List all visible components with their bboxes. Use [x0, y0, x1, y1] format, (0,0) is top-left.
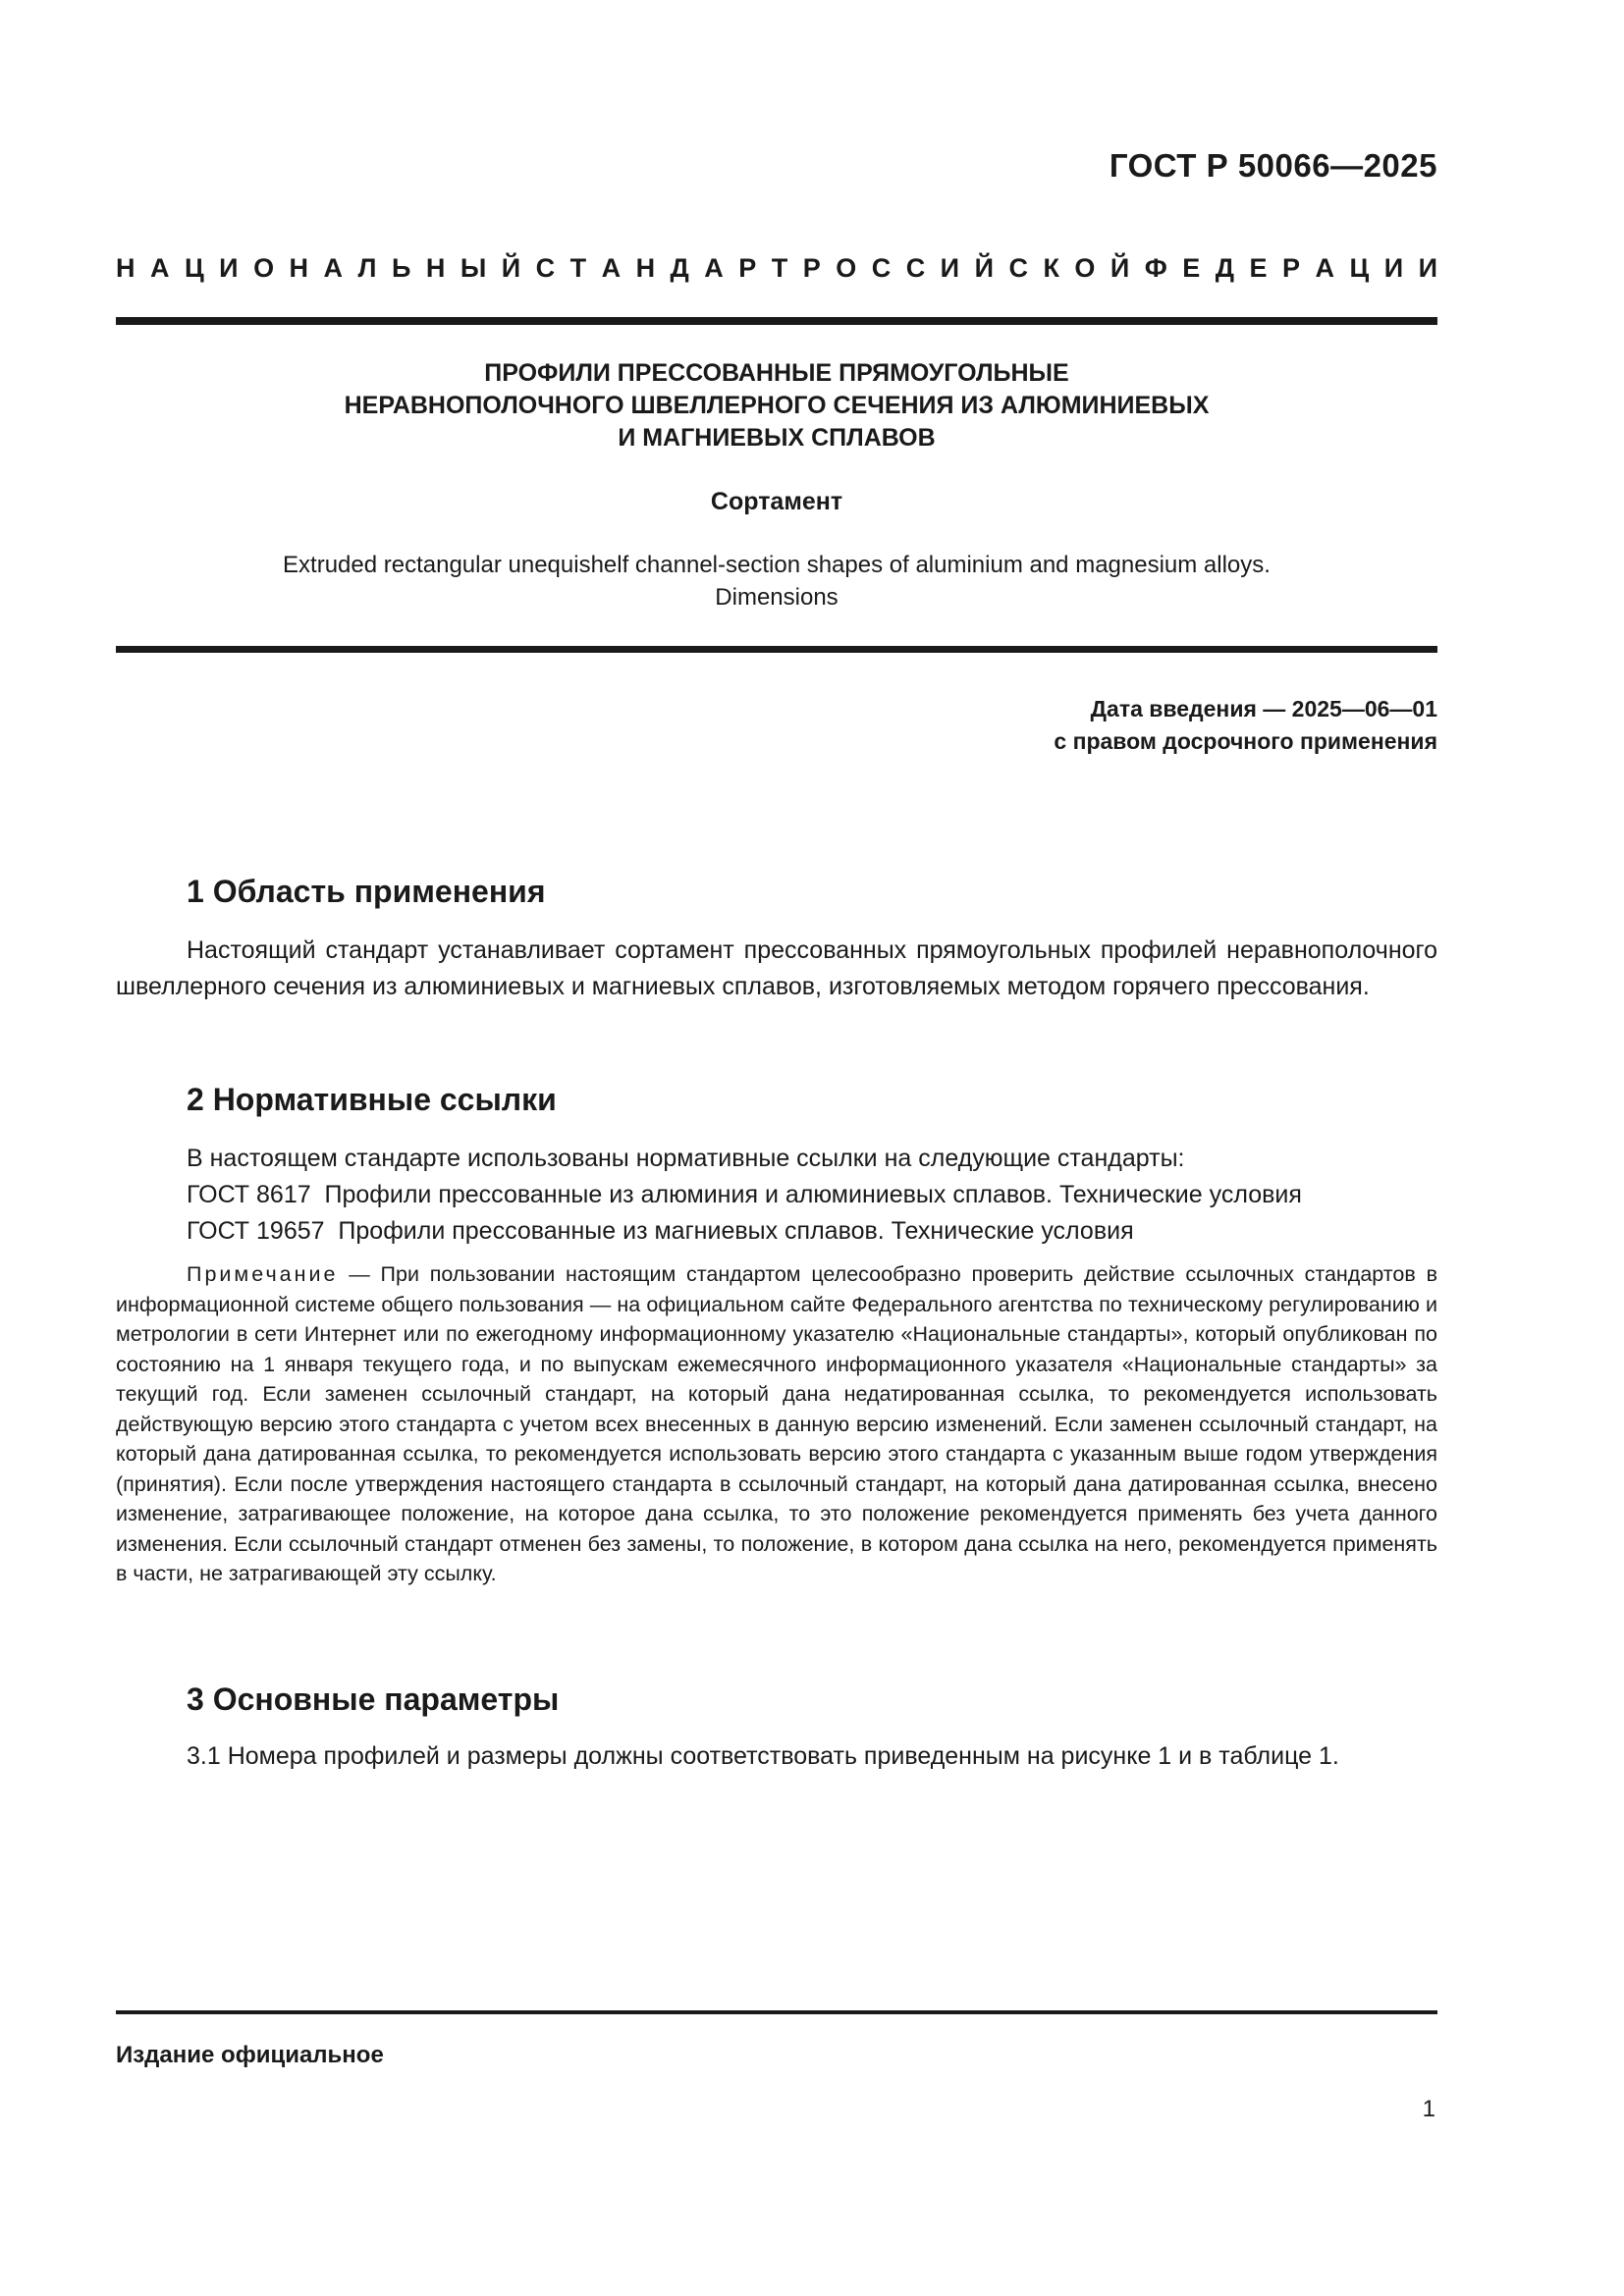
refs-intro: В настоящем стандарте использованы нормативные ссылки на следующие стандарты:	[187, 1145, 1185, 1172]
english-title-line: Extruded rectangular unequishelf channel-section shapes of aluminium and magnesium alloys.	[283, 552, 1271, 578]
early-application-line: с правом досрочного применения	[1054, 728, 1437, 754]
note-label: Примечание	[187, 1262, 339, 1286]
middle-rule	[116, 646, 1437, 653]
doc-number: ГОСТ Р 50066—2025	[1109, 147, 1437, 184]
bottom-rule	[116, 2010, 1437, 2014]
page-number: 1	[1422, 2096, 1435, 2122]
scope-paragraph	[116, 933, 1437, 1005]
title-line: НЕРАВНОПОЛОЧНОГО ШВЕЛЛЕРНОГО СЕЧЕНИЯ ИЗ АЛЮМИНИЕВЫХ	[344, 392, 1210, 419]
top-rule	[116, 317, 1437, 325]
scope-text: Настоящий стандарт устанавливает сортамент прессованных прямоугольных профилей неравнополочного швеллерного сечения из алюминиевых и магниевых сплавов, изготовляемых методом горячего прессования.	[116, 936, 1437, 1000]
introduction-date	[1054, 693, 1437, 758]
document-subtitle: Сортамент	[710, 488, 843, 515]
note-paragraph	[116, 1259, 1437, 1589]
section-heading-scope: 1 Область применения	[187, 874, 546, 909]
title-line: И МАГНИЕВЫХ СПЛАВОВ	[618, 424, 936, 452]
section-heading-normative-refs: 2 Нормативные ссылки	[187, 1082, 557, 1117]
note-text: — При пользовании настоящим стандартом целесообразно проверить действие ссылочных стандартов в информационной системе общего пользования — на официальном сайте Федерального агентства по техническому регулированию и метрологии в сети Интернет или по ежегодному информационному указателю «Национальные стандарты», который опубликован по состоянию на 1 января текущего года, и по выпускам ежемесячного информационного указателя «Национальные стандарты» за текущий год. Если заменен ссылочный стандарт, на который дана недатированная ссылка, то рекомендуется использовать действующую версию этого стандарта с учетом всех внесенных в данную версию изменений. Если заменен ссылочный стандарт, на который дана датированная ссылка, то рекомендуется использовать версию этого стандарта с указанным выше годом утверждения (принятия). Если после утверждения настоящего стандарта в ссылочный стандарт, на который дана датированная ссылка, внесено изменение, затрагивающее положение, на которое дана ссылка, то это положение рекомендуется применять без учета данного изменения. Если ссылочный стандарт отменен без замены, то положение, в котором дана ссылка на него, рекомендуется применять в части, не затрагивающей эту ссылку.	[116, 1262, 1437, 1585]
national-standard-text: Н А Ц И О Н А Л Ь Н Ы Й С Т А Н Д А Р Т Р О С С И Й С К О Й Ф Е Д Е Р А Ц И И	[116, 253, 1437, 283]
english-title	[116, 549, 1437, 614]
introduction-date-line: Дата введения — 2025—06—01	[1090, 696, 1437, 721]
english-title-line: Dimensions	[715, 584, 839, 611]
params-paragraph	[116, 1738, 1437, 1775]
params-text: 3.1 Номера профилей и размеры должны соответствовать приведенным на рисунке 1 и в таблице 1.	[187, 1742, 1339, 1770]
reference-item: ГОСТ 8617 Профили прессованные из алюминия и алюминиевых сплавов. Технические условия	[187, 1181, 1302, 1208]
official-edition-label: Издание официальное	[116, 2042, 384, 2068]
document-title	[116, 357, 1437, 454]
national-standard-banner	[116, 253, 1437, 284]
title-line: ПРОФИЛИ ПРЕССОВАННЫЕ ПРЯМОУГОЛЬНЫЕ	[484, 359, 1069, 387]
section-heading-main-parameters: 3 Основные параметры	[187, 1682, 560, 1717]
reference-item: ГОСТ 19657 Профили прессованные из магниевых сплавов. Технические условия	[187, 1217, 1134, 1245]
